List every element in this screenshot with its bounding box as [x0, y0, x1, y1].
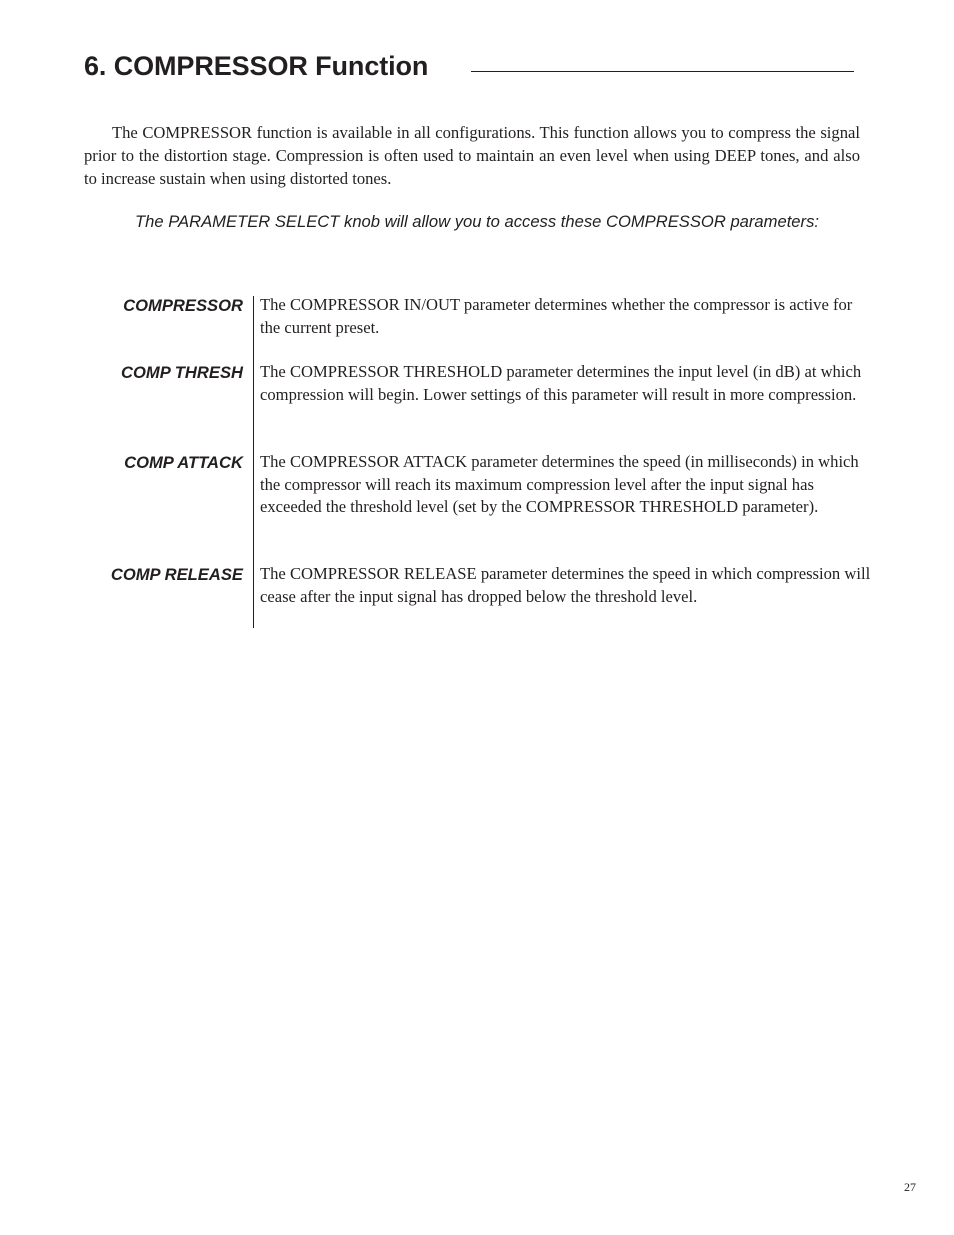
page-number: 27 — [904, 1180, 916, 1194]
parameter-select-note: The PARAMETER SELECT knob will allow you to access these COMPRESSOR parameters: — [135, 212, 819, 231]
param-desc-compressor: The COMPRESSOR IN/OUT parameter determines whether the compressor is active for the current preset. — [260, 295, 853, 337]
param-desc-comp-thresh: The COMPRESSOR THRESHOLD parameter determines the input level (in dB) at which compression will begin. Lower settings of this parameter will result in more compression. — [260, 362, 862, 404]
page-title: 6. COMPRESSOR Function — [84, 51, 429, 81]
param-desc-comp-attack: The COMPRESSOR ATTACK parameter determines the speed (in milliseconds) in which the compressor will reach its maximum compression level after the input signal has exceeded the threshold level (set by the COMPRESSOR THRESHOLD parameter). — [260, 452, 859, 516]
param-label-compressor: COMPRESSOR — [123, 296, 243, 315]
param-label-comp-thresh: COMP THRESH — [121, 363, 243, 382]
parameter-divider-line — [253, 296, 254, 628]
param-label-comp-release: COMP RELEASE — [110, 565, 243, 584]
title-rule — [471, 71, 854, 72]
param-label-comp-attack: COMP ATTACK — [124, 453, 243, 472]
param-desc-comp-release: The COMPRESSOR RELEASE parameter determines the speed in which compression will cease after the input signal has dropped below the threshold level. — [260, 564, 871, 606]
intro-paragraph: The COMPRESSOR function is available in all configurations. This function allows you to compress the signal prior to the distortion stage. Compression is often used to maintain an even level when using DEEP tones, and also to increase sustain when using distorted tones. — [84, 123, 860, 188]
